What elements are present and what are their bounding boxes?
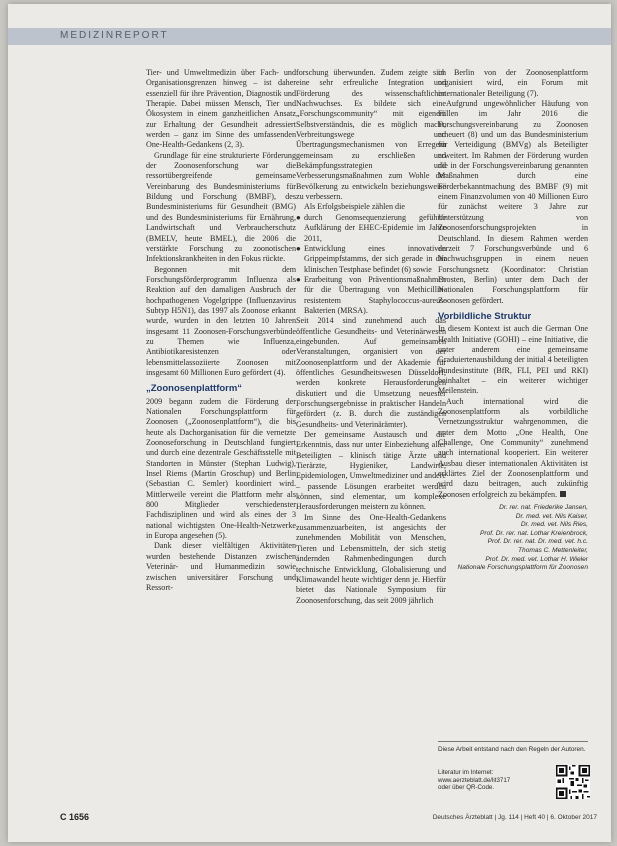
- author-line: Dr. rer. nat. Friederike Jansen,: [499, 504, 588, 512]
- paragraph: Im Sinne des One-Health-Gedankens zusammenzuarbeiten, ist angesichts der zunehmenden Mobilität von Menschen, Tieren und Lebensmitteln, der sich stetig ändernden Rahmenbedingungen durch technische Entwicklung, Globalisierung und Klimawandel heute wichtiger denn je. Hierfür bietet das Nationale Symposium für Zoonosenforschung, das seit 2009 jährlich: [296, 512, 446, 605]
- paragraph: Seit 2014 sind zunehmend auch das öffentliche Gesundheits- und Veterinärwesen eingebunden. Auf gemeinsamen Veranstaltungen, organisiert von der Zoonosenplattform und der Akademie für öffentliches Gesundheitswesen Düsseldorf, werden konkrete Herausforderungen diskutiert und die Umsetzung neuester Forschungsergebnisse in praktischer Handeln gefördert (z. B. durch die zuständigen Gesundheits- und Veterinärämter).: [296, 316, 446, 429]
- author-line: Thomas C. Mettenleiter,: [518, 547, 588, 555]
- end-mark-icon: [560, 491, 566, 497]
- literature-text: Literatur im Internet: www.aerzteblatt.de/lit3717 oder über QR-Code.: [438, 769, 538, 792]
- page-number: C 1656: [60, 812, 90, 822]
- list-item: ● Entwicklung eines innovativen Grippeimpfstamms, der sich gerade in der klinischen Testphase befindet (6) sowie: [296, 243, 446, 274]
- qr-code-icon[interactable]: [556, 765, 590, 799]
- paragraph: 2009 begann zudem die Förderung der Nationalen Forschungsplattform für Zoonosen („Zoonosenplattform“), die bis heute als Dachorganisation für die vernetzte Zoonoseforschung in Deutschland fungiert und durch eine dezentrale Geschäftsstelle mit Standorten in Münster (Stephan Ludwig), Insel Riems (Martin Groschup) und Berlin (Sebastian C. Semler) koordiniert wird. Mittlerweile vereint die Plattform mehr als 800 Mitglieder verschiedenster Fachdisziplinen und wird als eines der 3 national wichtigsten One-Health-Netzwerke in Europa angesehen (5).: [146, 396, 296, 541]
- bullet-icon: ●: [296, 274, 301, 284]
- paragraph: Der gemeinsame Austausch und die Erkenntnis, dass nur unter Einbeziehung aller Beteiligten – klinisch tätige Ärzte und Tierärzte, Hygieniker, Landwirte, Epidemiologen, Umweltmediziner und andere – passende Lösungen erarbeitet werden können, sind elementar, um komplexe Herausforderungen meistern zu können.: [296, 430, 446, 512]
- paragraph: forschung überwunden. Zudem zeigte sich eine sehr erfreuliche Integration und Förderung des wissenschaftlichen Nachwuchses. Es bildete sich eine „Forschungscommunity“ mit eigenem Selbstverständnis, die es möglich macht, Verbreitungswege und Übertragungsmechanismen von Erregern gemeinsam zu erschließen und Bekämpfungsstrategien und Verbesserungsmaßnahmen zum Wohle der Bevölkerung zu entwickeln beziehungsweise zu verbessern.: [296, 68, 446, 202]
- text-column-3: [438, 68, 588, 573]
- paragraph: In diesem Kontext ist auch die German One Health Initiative (GOHI) – eine Initiative, die unter anderem eine gemeinsame Graduiertenausbildung der initial 4 beteiligten Bundesinstitute (BfR, FLI, PEI und RKI) beinhaltet – ein weiterer wichtiger Meilenstein.: [438, 324, 588, 396]
- subheading: Vorbildliche Struktur: [438, 310, 532, 322]
- author-line: Prof. Dr. rer. nat. Lothar Kreienbrock,: [480, 529, 588, 537]
- paragraph: Als Erfolgsbeispiele zählen die: [304, 202, 405, 212]
- bullet-icon: ●: [296, 212, 301, 222]
- paragraph: Auch international wird die Zoonosenplattform als vorbildliche Vernetzungsstruktur wahrgenommen, die unter dem Motto „One Health, One Challenge, One Community“ zunehmend auch international kooperiert. Ein weiterer Ausbau dieser internationalen Aktivitäten ist erklärtes Ziel der Zoonosenplattform und wird dazu beitragen, auch zukünftig Zoonosen erfolgreich zu bekämpfen.: [438, 396, 588, 499]
- list-item: ● Erarbeitung von Präventionsmaßnahmen für die Übertragung von Methicillin-resistentem Staphylococcus-aureus-Bakterien (MRSA).: [296, 274, 446, 315]
- paragraph: Aufgrund ungewöhnlicher Häufung von Fällen im Jahr 2016 die Forschungsvereinbarung zu Zoonosen erneuert (8) und um das Bundesministerium für Verteidigung (BMVg) als Beteiligter erweitert. Im Rahmen der Förderung wurden die in der Forschungsvereinbarung genannten Maßnahmen durch eine Förderbekanntmachung des BMBF (9) mit einem Finanzvolumen von 40 Millionen Euro für zunächst weitere 3 Jahre zur Unterstützung von Zoonosenforschungsprojekten in Deutschland. In diesem Rahmen werden derzeit 7 Forschungsverbünde und 6 Nachwuchsgruppen in einem neuen Forschungsnetz (Koordinator: Christian Drosten, Berlin) unter dem Dach der Nationalen Forschungsplattform für Zoonosen gefördert.: [438, 99, 588, 305]
- bullet-list: [296, 213, 446, 316]
- section-title: MEDIZINREPORT: [60, 30, 169, 41]
- paragraph: Dank dieser vielfältigen Aktivitäten wurden bestehende Distanzen zwischen Veterinär- und Humanmedizin sowie zwischen universitärer Forschung und Ressort-: [146, 541, 296, 592]
- bullet-icon: ●: [296, 243, 301, 253]
- magazine-page: [8, 4, 611, 842]
- literature-link[interactable]: www.aerzteblatt.de/lit3717: [438, 776, 511, 784]
- list-item: ● durch Genomsequenzierung geführte Aufklärung der EHEC-Epidemie im Jahre 2011,: [296, 212, 446, 243]
- author-line: Prof. Dr. med. vet. Lothar H. Wieler: [485, 555, 588, 563]
- journal-citation: Deutsches Ärzteblatt | Jg. 114 | Heft 40 | 6. Oktober 2017: [432, 814, 597, 821]
- paragraph: in Berlin von der Zoonosenplattform organisiert wird, ein Forum mit internationaler Beteiligung (7).: [438, 68, 588, 98]
- author-line: Dr. med. vet. Nils Kaiser,: [515, 512, 588, 520]
- paragraph: Tier- und Umweltmedizin über Fach- und Organisationsgrenzen hinweg – ist daher essenziell für ihre Prävention, Diagnostik und Therapie. Dabei müssen Mensch, Tier und Ökosystem in einem ganzheitlichen Ansatz zur Erhaltung der Gesundheit adressiert werden – ganz im Sinne des umfassenden One-Health-Gedankens (2, 3).: [146, 68, 296, 150]
- literature-box: [438, 765, 593, 815]
- paragraph: Grundlage für eine strukturierte Förderung der Zoonosenforschung war die ressortübergreifende gemeinsame Vereinbarung des Bundesministeriums für Bildung und Forschung (BMBF), des Bundesministeriums für Gesundheit (BMG) und des Bundesministeriums für Ernährung, Landwirtschaft und Verbraucherschutz (BMELV, heute BMEL), die 2006 die verstärkte Forschung zu zoonotischen Infektionskrankheiten in den Fokus rückte.: [146, 150, 296, 264]
- paragraph: Begonnen mit dem Forschungsförderprogramm Influenza als Reaktion auf den damaligen Ausbruch der hochpathogenen Vogelgrippe (Influenzavirus Subtyp H5N1), das 1997 als Zoonose erkannt wurde, wurden in den letzten 10 Jahren insgesamt 11 Zoonosen-Forschungsverbünde zu Themen wie Influenza, Antibiotikaresistenzen oder lebensmittelassoziierte Zoonosen mit insgesamt 60 Millionen Euro gefördert (4).: [146, 264, 296, 377]
- author-line: Dr. med. vet. Nils Ries,: [520, 521, 588, 529]
- text-column-1: [146, 68, 296, 593]
- text-column-2: [296, 68, 446, 606]
- subheading: „Zoonosenplattform“: [146, 383, 243, 395]
- author-line: Prof. Dr. rer. nat. Dr. med. vet. h.c.: [487, 538, 588, 546]
- author-affiliation: Nationale Forschungsplattform für Zoonosen: [457, 564, 588, 572]
- reference-note: Diese Arbeit entstand nach den Regeln der Autoren.: [438, 741, 588, 754]
- author-signatures: [438, 504, 588, 573]
